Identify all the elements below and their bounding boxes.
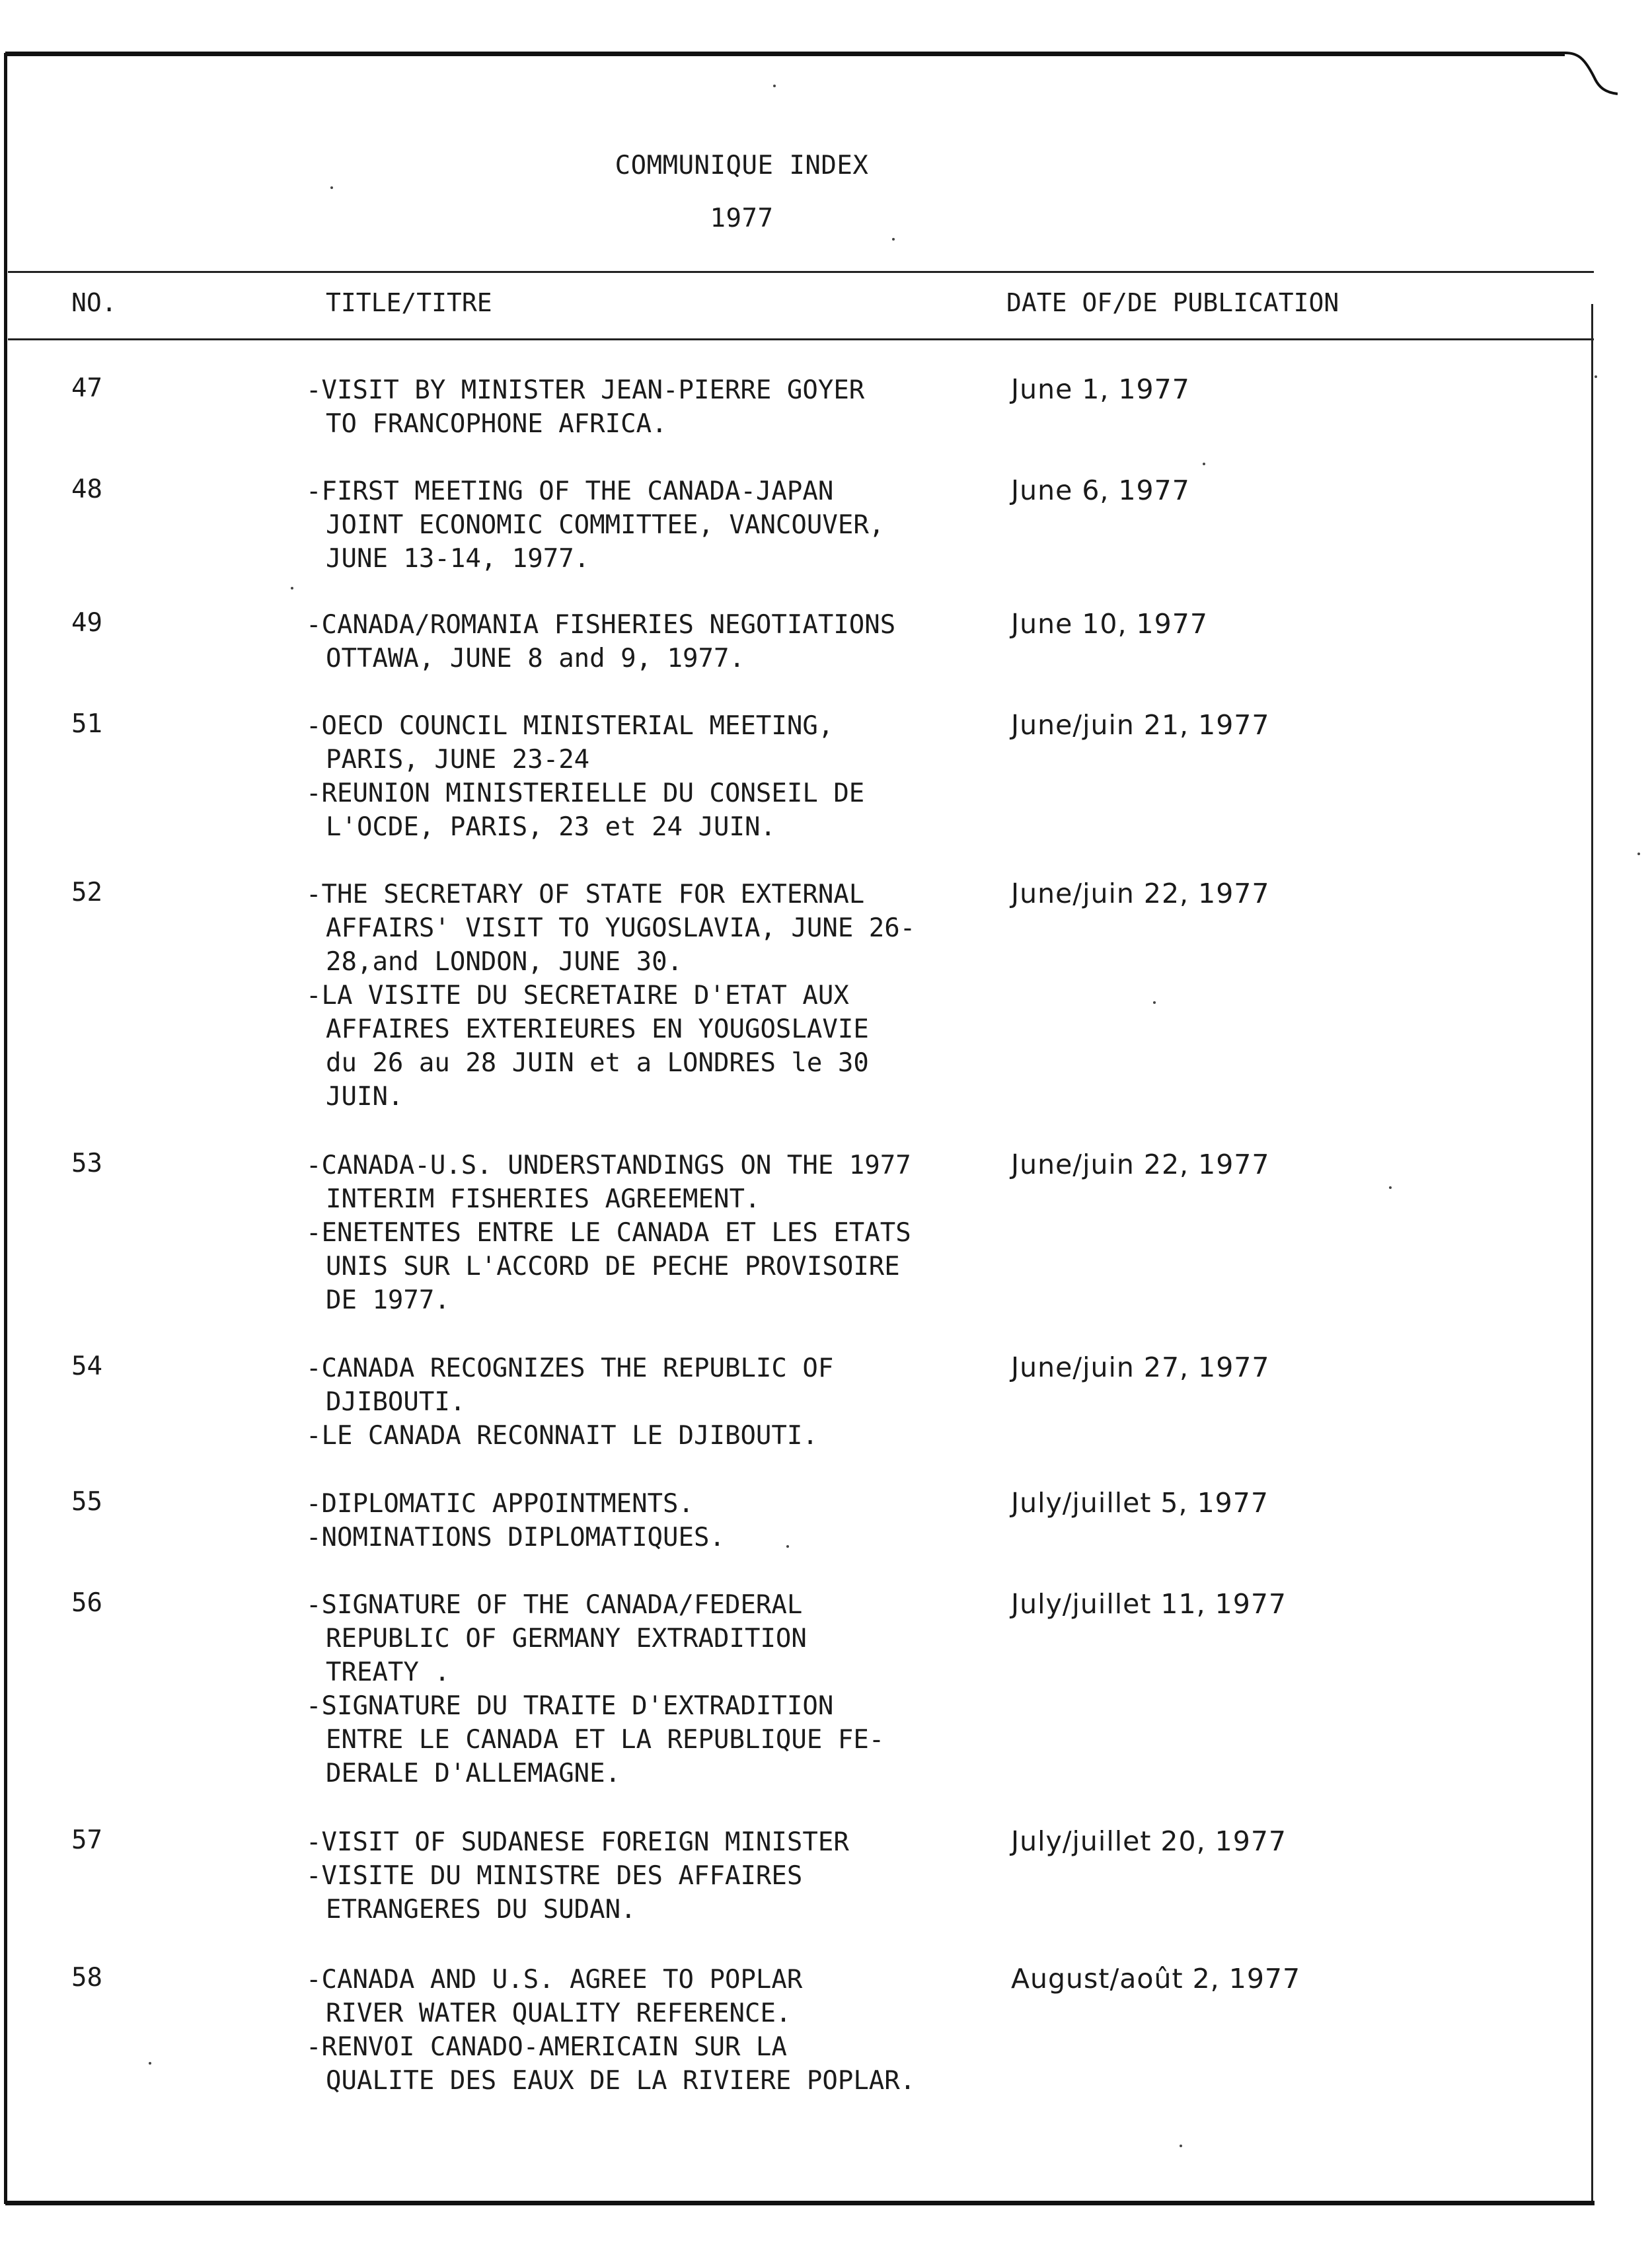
entry-title-line: -LE CANADA RECONNAIT LE DJIBOUTI. <box>306 1421 818 1451</box>
entry-title-line: -CANADA RECOGNIZES THE REPUBLIC OF <box>306 1353 834 1383</box>
entry-title-line: L'OCDE, PARIS, 23 et 24 JUIN. <box>326 812 776 842</box>
entry-date: June 6, 1977 <box>1011 475 1190 506</box>
entry-date: July/juillet 11, 1977 <box>1011 1588 1287 1620</box>
entry-title-line: REPUBLIC OF GERMANY EXTRADITION <box>326 1624 807 1654</box>
entry-number: 51 <box>71 709 102 739</box>
entry-title <box>306 475 973 576</box>
entry-title-line: -CANADA AND U.S. AGREE TO POPLAR <box>306 1965 803 1995</box>
entry-date: June/juin 22, 1977 <box>1011 1149 1270 1180</box>
page-frame-bottom <box>5 2201 1595 2205</box>
entry-title-line: -FIRST MEETING OF THE CANADA-JAPAN <box>306 476 834 506</box>
entry-number: 48 <box>71 475 102 504</box>
scan-speck <box>786 1545 789 1548</box>
entry-date: June/juin 27, 1977 <box>1011 1352 1270 1383</box>
entry-title-line: QUALITE DES EAUX DE LA RIVIERE POPLAR. <box>326 2066 916 2096</box>
entry-title-line: DE 1977. <box>326 1285 450 1315</box>
entry-number: 57 <box>71 1825 102 1855</box>
entry-number: 56 <box>71 1588 102 1618</box>
scan-speck <box>149 2062 151 2065</box>
page-frame-top <box>5 52 1565 56</box>
entry-title-line: -SIGNATURE OF THE CANADA/FEDERAL <box>306 1590 803 1620</box>
entry-title-line: 28,and LONDON, JUNE 30. <box>326 947 683 977</box>
scan-speck <box>291 587 293 590</box>
entry-title-line: UNIS SUR L'ACCORD DE PECHE PROVISOIRE <box>326 1252 900 1281</box>
entry-date: August/août 2, 1977 <box>1011 1963 1301 1995</box>
entry-title-line: -RENVOI CANADO-AMERICAIN SUR LA <box>306 2032 787 2062</box>
entry-title-line: -CANADA/ROMANIA FISHERIES NEGOTIATIONS <box>306 610 896 640</box>
scan-speck <box>773 85 776 87</box>
page-corner-curl <box>1565 52 1618 98</box>
column-header-no: NO. <box>71 288 117 317</box>
entry-title <box>306 1588 973 1790</box>
entry-title-line: -VISIT OF SUDANESE FOREIGN MINISTER <box>306 1827 849 1857</box>
entry-date: June 10, 1977 <box>1011 608 1208 640</box>
entry-title-line: DERALE D'ALLEMAGNE. <box>326 1759 621 1788</box>
entry-title <box>306 878 973 1114</box>
entry-number: 49 <box>71 608 102 638</box>
entry-title-line: -LA VISITE DU SECRETAIRE D'ETAT AUX <box>306 981 849 1010</box>
entry-number: 47 <box>71 373 102 403</box>
entry-title-line: RIVER WATER QUALITY REFERENCE. <box>326 1999 792 2028</box>
entry-title-line: AFFAIRS' VISIT TO YUGOSLAVIA, JUNE 26- <box>326 913 916 943</box>
entry-title-line: JUIN. <box>326 1082 404 1112</box>
entry-title-line: ETRANGERES DU SUDAN. <box>326 1895 636 1924</box>
entry-title-line: -THE SECRETARY OF STATE FOR EXTERNAL <box>306 880 865 909</box>
column-header-title: TITLE/TITRE <box>326 288 492 317</box>
entry-date: June/juin 21, 1977 <box>1011 709 1270 741</box>
entry-number: 53 <box>71 1149 102 1178</box>
scan-speck <box>1595 375 1597 378</box>
entry-date: June/juin 22, 1977 <box>1011 878 1270 909</box>
scan-speck <box>1389 1186 1392 1189</box>
entry-title <box>306 709 973 844</box>
page-frame-left <box>4 53 7 2204</box>
header-rule-top <box>8 271 1594 273</box>
entry-title-line: JOINT ECONOMIC COMMITTEE, VANCOUVER, <box>326 510 885 540</box>
document-title: COMMUNIQUE INDEX <box>615 151 869 180</box>
entry-title-line: -ENETENTES ENTRE LE CANADA ET LES ETATS <box>306 1218 911 1248</box>
scan-speck <box>1180 2145 1182 2147</box>
entry-title-line: TREATY . <box>326 1657 450 1687</box>
scan-speck <box>1153 1001 1156 1004</box>
entry-title <box>306 373 973 441</box>
entry-title-line: JUNE 13-14, 1977. <box>326 544 590 574</box>
entry-title-line: -SIGNATURE DU TRAITE D'EXTRADITION <box>306 1691 834 1721</box>
entry-title-line: -DIPLOMATIC APPOINTMENTS. <box>306 1489 694 1519</box>
entry-title-line: -VISIT BY MINISTER JEAN-PIERRE GOYER <box>306 375 865 405</box>
entry-title-line: -VISITE DU MINISTRE DES AFFAIRES <box>306 1861 803 1891</box>
scan-speck <box>330 186 333 189</box>
document-year: 1977 <box>710 204 774 233</box>
entry-title <box>306 1487 973 1554</box>
header-rule-bottom <box>8 338 1594 340</box>
entry-number: 58 <box>71 1963 102 1993</box>
entry-title <box>306 1825 973 1926</box>
entry-title-line: TO FRANCOPHONE AFRICA. <box>326 409 667 439</box>
entry-title <box>306 1149 973 1317</box>
entry-title-line: -OECD COUNCIL MINISTERIAL MEETING, <box>306 711 834 741</box>
column-header-date: DATE OF/DE PUBLICATION <box>1006 288 1339 317</box>
entry-title-line: INTERIM FISHERIES AGREEMENT. <box>326 1184 761 1214</box>
entry-title-line: -NOMINATIONS DIPLOMATIQUES. <box>306 1523 725 1552</box>
scan-speck <box>1203 463 1205 465</box>
entry-title <box>306 1963 973 2098</box>
scan-speck <box>1637 853 1640 855</box>
entry-date: June 1, 1977 <box>1011 373 1190 405</box>
entry-number: 55 <box>71 1487 102 1517</box>
entry-number: 54 <box>71 1352 102 1381</box>
entry-date: July/juillet 5, 1977 <box>1011 1487 1269 1519</box>
page-frame-right <box>1591 304 1593 2201</box>
entry-number: 52 <box>71 878 102 907</box>
entry-title <box>306 608 973 675</box>
entry-title-line: ENTRE LE CANADA ET LA REPUBLIQUE FE- <box>326 1725 885 1755</box>
entry-title-line: PARIS, JUNE 23-24 <box>326 745 590 775</box>
entry-title-line: OTTAWA, JUNE 8 and 9, 1977. <box>326 644 745 673</box>
scan-speck <box>892 238 895 241</box>
entry-title-line: du 26 au 28 JUIN et a LONDRES le 30 <box>326 1048 869 1078</box>
entry-date: July/juillet 20, 1977 <box>1011 1825 1287 1857</box>
entry-title-line: -CANADA-U.S. UNDERSTANDINGS ON THE 1977 <box>306 1151 911 1180</box>
entry-title-line: -REUNION MINISTERIELLE DU CONSEIL DE <box>306 779 865 808</box>
entry-title-line: DJIBOUTI. <box>326 1387 466 1417</box>
entry-title <box>306 1352 973 1453</box>
entry-title-line: AFFAIRES EXTERIEURES EN YOUGOSLAVIE <box>326 1014 869 1044</box>
